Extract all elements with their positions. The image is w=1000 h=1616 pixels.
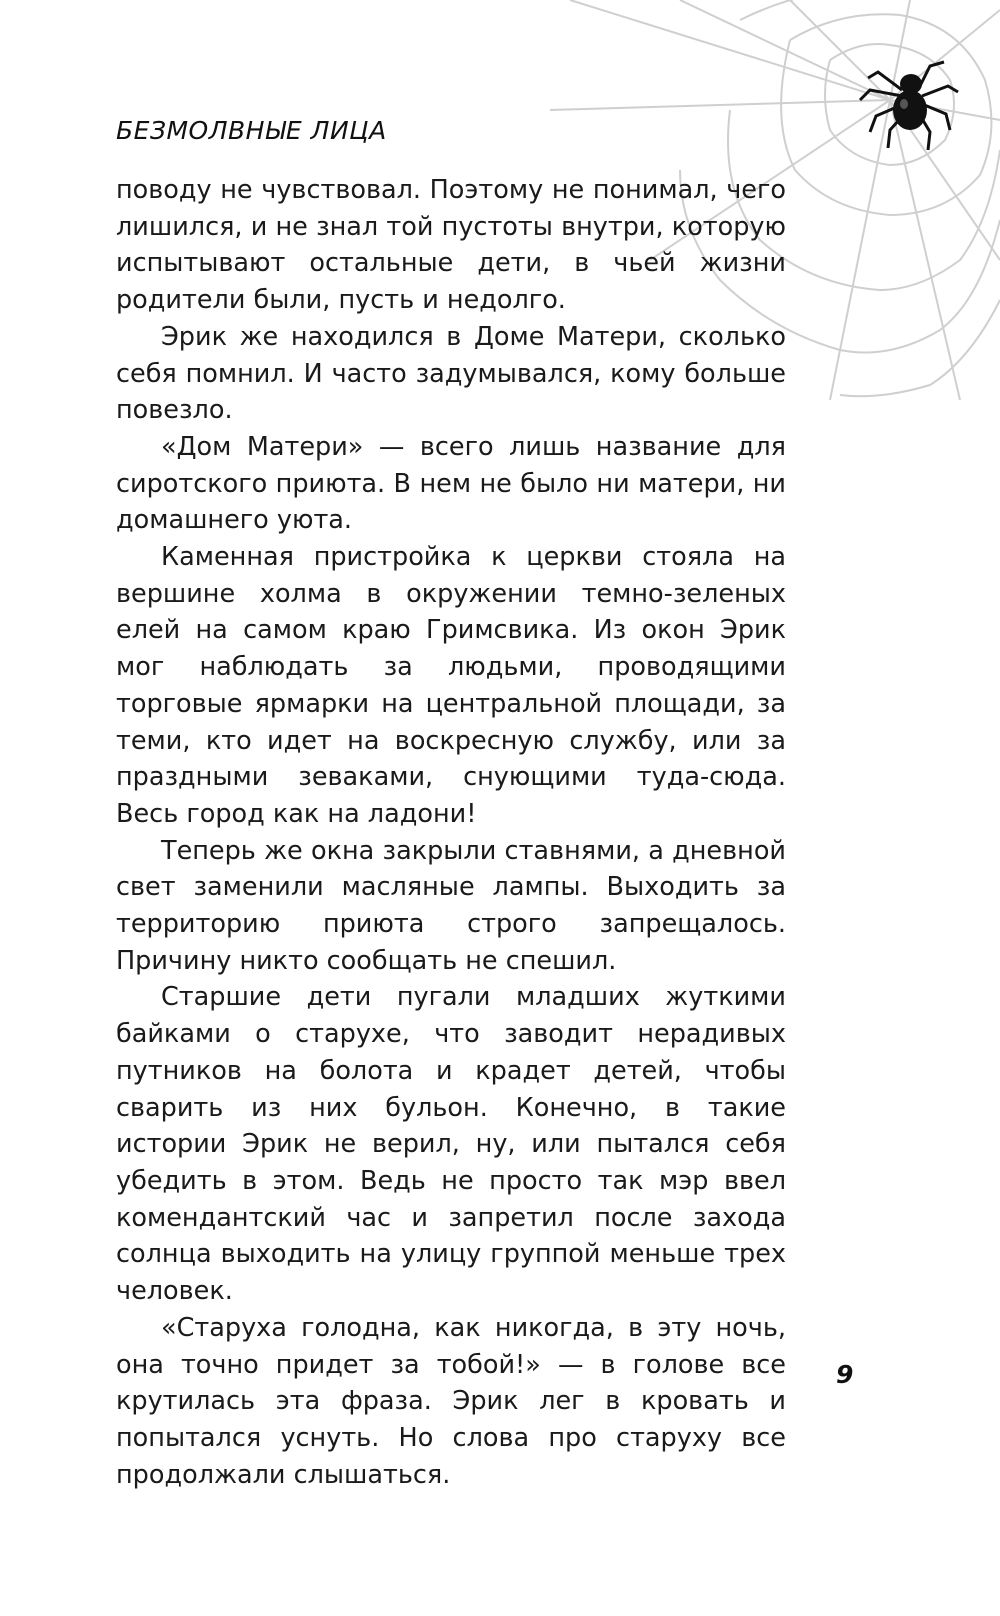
running-title: БЕЗМОЛВНЫЕ ЛИЦА (116, 116, 387, 145)
paragraph: Теперь же окна закрыли ставнями, а дневной свет заменили масляные лампы. Выходить за территорию приюта строго запрещалось. Причину никто сообщать не спешил. (116, 835, 786, 976)
paragraph: Эрик же находился в Доме Матери, сколько себя помнил. И часто задумывался, кому больше повезло. (116, 321, 786, 426)
paragraph: «Дом Матери» — всего лишь название для сиротского приюта. В нем не было ни матери, ни домашнего уюта. (116, 431, 786, 536)
paragraph: «Старуха голодна, как никогда, в эту ночь, она точно придет за тобой!» — в голове все крутилась эта фраза. Эрик лег в кровать и попытался уснуть. Но слова про старуху все продолжали слышаться. (116, 1312, 786, 1490)
paragraph: Каменная пристройка к церкви стояла на вершине холма в окружении темно-зеленых елей на самом краю Гримсвика. Из окон Эрик мог наблюдать за людьми, проводящими торговые ярмарки на центральной площади, за теми, кто идет на воскресную службу, или за праздными зеваками, снующими туда-сюда. Весь город как на ладони! (116, 542, 786, 829)
paragraph: поводу не чувствовал. Поэтому не понимал, чего лишился, и не знал той пустоты внутри, которую испытывают остальные дети, в чьей жизни родители были, пусть и недолго. (116, 175, 786, 316)
spider-icon (860, 62, 958, 150)
page-number: 9 (836, 1360, 854, 1389)
paragraph: Старшие дети пугали младших жуткими байками о старухе, что заводит нерадивых путников на болота и крадет детей, чтобы сварить из них бульон. Конечно, в такие истории Эрик не верил, ну, или пытался себя убедить в этом. Ведь не просто так мэр ввел комендантский час и запретил после захода солнца выходить на улицу группой меньше трех человек. (116, 982, 786, 1307)
body-text (116, 172, 786, 1493)
